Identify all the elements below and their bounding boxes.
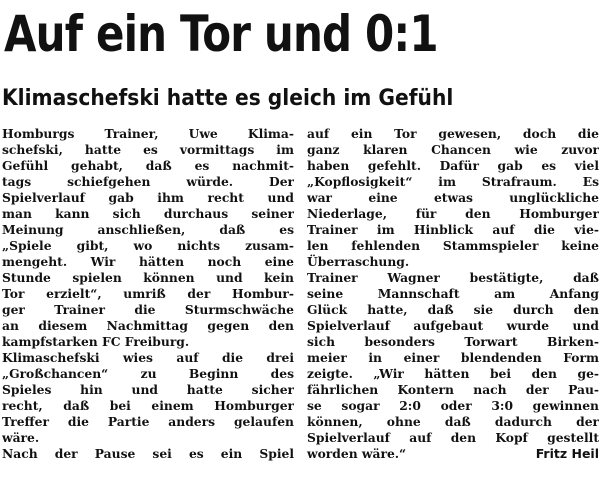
text-line: auf ein Tor gewesen, doch die	[307, 126, 599, 141]
text-line: man kann sich durchaus seiner	[2, 206, 294, 221]
text-line: Tor erzielt“, umriß der Hombur-	[2, 286, 294, 301]
text-line: haben gefehlt. Dafür gab es viel	[307, 158, 599, 173]
text-line: sich besonders Torwart Birken-	[307, 334, 599, 349]
headline: Auf ein Tor und 0:1	[4, 5, 438, 63]
text-line: tags schiefgehen würde. Der	[2, 174, 294, 189]
text-line: Spieles hin und hatte sicher	[2, 382, 294, 397]
text-line: Trainer Wagner bestätigte, daß	[307, 270, 599, 285]
text-line: Homburgs Trainer, Uwe Klima-	[2, 126, 294, 141]
text-line: können, ohne daß dadurch der	[307, 414, 599, 429]
author-byline: Fritz Heil	[535, 446, 599, 461]
text-line: seine Mannschaft am Anfang	[307, 286, 599, 301]
article-column-left	[2, 126, 294, 462]
text-line: se sogar 2:0 oder 3:0 gewinnen	[307, 398, 599, 413]
closing-line	[307, 446, 599, 462]
text-line: „Spiele gibt, wo nichts zusam-	[2, 238, 294, 253]
text-line: Überraschung.	[307, 254, 410, 269]
text-line: Trainer im Hinblick auf die vie-	[307, 222, 599, 237]
text-line: Treffer die Partie anders gelaufen	[2, 414, 294, 429]
text-line: kampfstarken FC Freiburg.	[2, 334, 190, 349]
text-line: fährlichen Kontern nach der Pau-	[307, 382, 599, 397]
text-line: mengeht. Wir hätten noch eine	[2, 254, 294, 269]
text-line: ganz klaren Chancen wie zuvor	[307, 142, 599, 157]
text-line: Niederlage, für den Homburger	[307, 206, 599, 221]
text-line: Spielverlauf aufgebaut wurde und	[307, 318, 599, 333]
text-line: „Kopflosigkeit“ im Strafraum. Es	[307, 174, 599, 189]
text-line: „Großchancen“ zu Beginn des	[2, 366, 294, 381]
text-line: Klimaschefski wies auf die drei	[2, 350, 294, 365]
text-line: Spielverlauf auf den Kopf gestellt	[307, 430, 599, 445]
text-line: len fehlenden Stammspieler keine	[307, 238, 599, 253]
text-line: zeigte. „Wir hätten bei den ge-	[307, 366, 599, 381]
text-line: ger Trainer die Sturmschwäche	[2, 302, 294, 317]
text-line: meier in einer blendenden Form	[307, 350, 599, 365]
text-line: Gefühl gehabt, daß es nachmit-	[2, 158, 294, 173]
text-line: worden wäre.“	[307, 446, 407, 461]
text-line: war eine etwas unglückliche	[307, 190, 599, 205]
text-line: Glück hatte, daß sie durch den	[307, 302, 599, 317]
text-line: Nach der Pause sei es ein Spiel	[2, 446, 294, 461]
text-line: recht, daß bei einem Homburger	[2, 398, 294, 413]
text-line: wäre.	[2, 430, 40, 445]
text-line: Stunde spielen können und kein	[2, 270, 294, 285]
article-column-right	[307, 126, 599, 462]
text-line: Spielverlauf gab ihm recht und	[2, 190, 294, 205]
subheadline: Klimaschefski hatte es gleich im Gefühl	[2, 86, 454, 111]
text-line: schefski, hatte es vormittags im	[2, 142, 294, 157]
text-line: an diesem Nachmittag gegen den	[2, 318, 294, 333]
text-line: Meinung anschließen, daß es	[2, 222, 294, 237]
